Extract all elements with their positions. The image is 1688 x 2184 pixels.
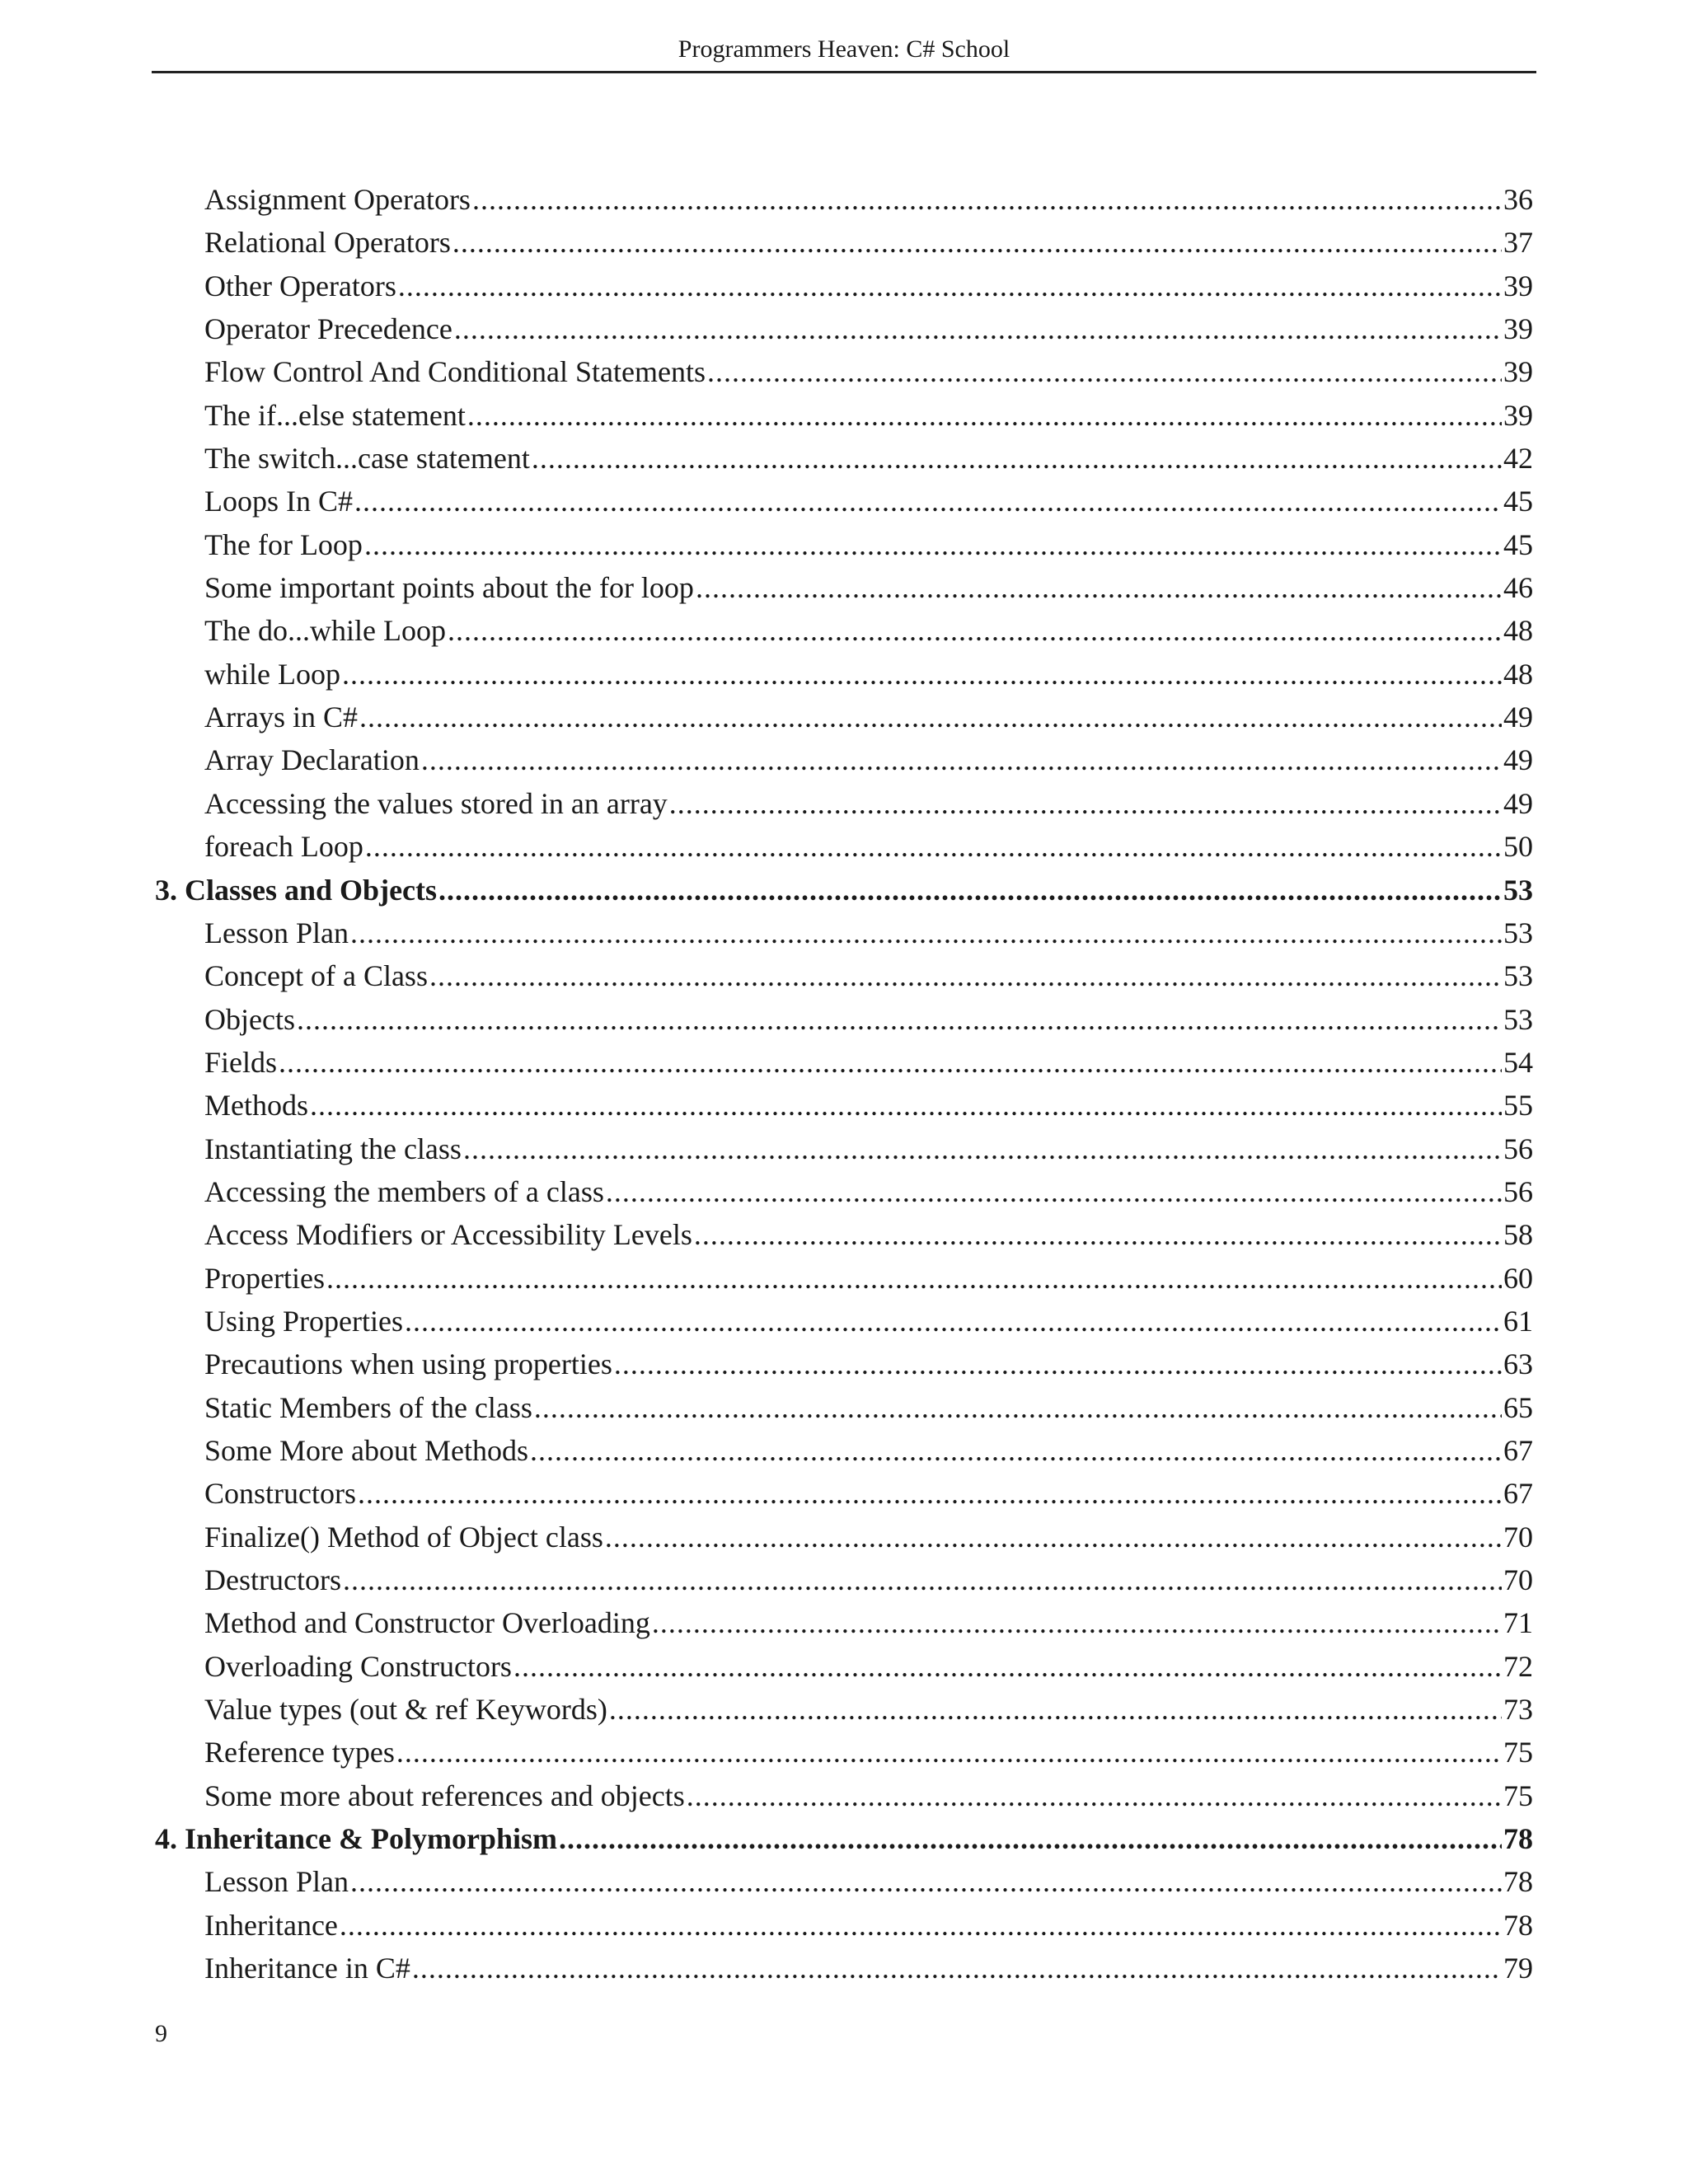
toc-section-entry[interactable] [155, 609, 1533, 652]
toc-entry-page: 78 [1503, 1908, 1533, 1942]
toc-section-entry[interactable] [155, 1904, 1533, 1947]
toc-entry-page: 70 [1503, 1520, 1533, 1554]
toc-entry-title: The if...else statement [204, 398, 466, 432]
toc-section-entry[interactable] [155, 1516, 1533, 1558]
toc-entry-page: 54 [1503, 1045, 1533, 1079]
toc-entry-title: Reference types [204, 1736, 395, 1769]
running-header [152, 33, 1536, 73]
toc-entry-title: Using Properties [204, 1304, 403, 1338]
toc-section-entry[interactable] [155, 912, 1533, 954]
toc-entry-title: Accessing the members of a class [204, 1174, 604, 1208]
toc-entry-page: 75 [1503, 1736, 1533, 1769]
toc-entry-page: 58 [1503, 1218, 1533, 1252]
toc-dot-leader [421, 738, 1502, 781]
toc-section-entry[interactable] [155, 696, 1533, 738]
toc-entry-page: 61 [1503, 1304, 1533, 1338]
toc-section-entry[interactable] [155, 1645, 1533, 1688]
toc-section-entry[interactable] [155, 1386, 1533, 1429]
toc-entry-page: 45 [1503, 485, 1533, 518]
toc-entry-title: Properties [204, 1261, 325, 1295]
toc-entry-page: 37 [1503, 226, 1533, 260]
toc-entry-title: Precautions when using properties [204, 1347, 612, 1381]
toc-entry-title: Some important points about the for loop [204, 571, 694, 605]
toc-section-entry[interactable] [155, 1084, 1533, 1127]
toc-entry-page: 45 [1503, 527, 1533, 561]
toc-entry-title: Some More about Methods [204, 1433, 528, 1467]
toc-entry-page: 49 [1503, 786, 1533, 820]
toc-entry-title: Methods [204, 1089, 308, 1122]
toc-dot-leader [354, 480, 1502, 523]
toc-section-entry[interactable] [155, 1257, 1533, 1300]
toc-entry-title: Operator Precedence [204, 312, 452, 346]
toc-dot-leader [438, 869, 1502, 912]
toc-entry-page: 42 [1503, 442, 1533, 476]
toc-entry-page: 36 [1503, 183, 1533, 216]
toc-dot-leader [365, 825, 1502, 868]
toc-section-entry[interactable] [155, 1558, 1533, 1601]
toc-dot-leader [534, 1386, 1502, 1429]
toc-entry-page: 53 [1503, 873, 1533, 907]
toc-entry-page: 50 [1503, 830, 1533, 864]
toc-section-entry[interactable] [155, 566, 1533, 609]
toc-section-entry[interactable] [155, 1429, 1533, 1472]
toc-section-entry[interactable] [155, 480, 1533, 523]
toc-dot-leader [343, 1558, 1502, 1601]
toc-section-entry[interactable] [155, 1170, 1533, 1213]
document-title: Programmers Heaven: C# School [678, 35, 1010, 63]
toc-section-entry[interactable] [155, 1127, 1533, 1170]
toc-entry-page: 48 [1503, 614, 1533, 648]
toc-section-entry[interactable] [155, 1860, 1533, 1903]
toc-entry-page: 39 [1503, 355, 1533, 389]
toc-section-entry[interactable] [155, 825, 1533, 868]
toc-entry-page: 79 [1503, 1952, 1533, 1985]
toc-dot-leader [652, 1601, 1502, 1644]
toc-section-entry[interactable] [155, 265, 1533, 307]
toc-section-entry[interactable] [155, 1774, 1533, 1817]
toc-dot-leader [606, 1170, 1502, 1213]
page-number: 9 [155, 2020, 167, 2047]
toc-entry-title: 4. Inheritance & Polymorphism [155, 1822, 557, 1856]
toc-entry-title: Arrays in C# [204, 701, 358, 734]
toc-entry-title: Destructors [204, 1563, 341, 1596]
toc-dot-leader [405, 1300, 1502, 1343]
toc-entry-title: while Loop [204, 657, 340, 691]
toc-dot-leader [310, 1084, 1502, 1127]
toc-dot-leader [297, 998, 1502, 1041]
toc-entry-title: Finalize() Method of Object class [204, 1520, 603, 1554]
toc-entry-page: 49 [1503, 743, 1533, 777]
toc-dot-leader [467, 394, 1502, 437]
toc-entry-page: 48 [1503, 657, 1533, 691]
toc-section-entry[interactable] [155, 1947, 1533, 1990]
toc-entry-title: Fields [204, 1045, 278, 1079]
toc-dot-leader [350, 1860, 1502, 1903]
toc-section-entry[interactable] [155, 394, 1533, 437]
toc-entry-title: Array Declaration [204, 743, 420, 777]
toc-dot-leader [340, 1904, 1502, 1947]
toc-entry-page: 56 [1503, 1174, 1533, 1208]
toc-section-entry[interactable] [155, 437, 1533, 480]
toc-entry-title: Loops In C# [204, 485, 353, 518]
toc-dot-leader [358, 1472, 1502, 1515]
toc-entry-title: Method and Constructor Overloading [204, 1606, 650, 1640]
toc-entry-title: Assignment Operators [204, 183, 471, 216]
toc-entry-title: Inheritance in C# [204, 1952, 410, 1985]
toc-entry-page: 72 [1503, 1649, 1533, 1683]
toc-entry-title: foreach Loop [204, 830, 363, 864]
toc-section-entry[interactable] [155, 782, 1533, 825]
toc-entry-title: Constructors [204, 1477, 356, 1511]
toc-section-entry[interactable] [155, 954, 1533, 997]
toc-section-entry[interactable] [155, 1688, 1533, 1731]
toc-entry-title: The switch...case statement [204, 442, 530, 476]
toc-entry-title: Lesson Plan [204, 916, 349, 949]
toc-entry-title: Objects [204, 1002, 295, 1036]
toc-dot-leader [609, 1688, 1502, 1731]
toc-entry-title: Instantiating the class [204, 1132, 462, 1165]
toc-entry-title: Static Members of the class [204, 1390, 532, 1424]
toc-dot-leader [326, 1257, 1502, 1300]
toc-entry-title: Access Modifiers or Accessibility Levels [204, 1218, 692, 1252]
toc-dot-leader [696, 566, 1502, 609]
toc-dot-leader [454, 307, 1502, 350]
toc-entry-title: Accessing the values stored in an array [204, 786, 668, 820]
toc-section-entry[interactable] [155, 350, 1533, 393]
toc-entry-title: Overloading Constructors [204, 1649, 512, 1683]
toc-dot-leader [448, 609, 1502, 652]
toc-section-entry[interactable] [155, 1601, 1533, 1644]
toc-entry-page: 73 [1503, 1693, 1533, 1727]
toc-entry-page: 39 [1503, 398, 1533, 432]
toc-dot-leader [350, 912, 1502, 954]
toc-entry-title: Value types (out & ref Keywords) [204, 1693, 607, 1727]
toc-dot-leader [532, 437, 1502, 480]
toc-dot-leader [429, 954, 1502, 997]
toc-entry-page: 46 [1503, 571, 1533, 605]
toc-entry-page: 39 [1503, 269, 1533, 302]
toc-section-entry[interactable] [155, 307, 1533, 350]
toc-dot-leader [530, 1429, 1502, 1472]
toc-entry-page: 75 [1503, 1779, 1533, 1812]
toc-section-entry[interactable] [155, 738, 1533, 781]
table-of-contents [155, 178, 1533, 1990]
toc-entry-title: Lesson Plan [204, 1865, 349, 1899]
toc-dot-leader [463, 1127, 1502, 1170]
toc-dot-leader [513, 1645, 1502, 1688]
toc-entry-page: 56 [1503, 1132, 1533, 1165]
toc-dot-leader [559, 1817, 1502, 1860]
toc-dot-leader [279, 1041, 1502, 1084]
toc-dot-leader [396, 1731, 1502, 1774]
toc-entry-page: 53 [1503, 1002, 1533, 1036]
toc-entry-page: 67 [1503, 1433, 1533, 1467]
toc-entry-title: Relational Operators [204, 226, 451, 260]
toc-section-entry[interactable] [155, 1731, 1533, 1774]
toc-entry-page: 67 [1503, 1477, 1533, 1511]
toc-entry-page: 53 [1503, 916, 1533, 949]
toc-entry-title: Other Operators [204, 269, 396, 302]
toc-section-entry[interactable] [155, 998, 1533, 1041]
toc-entry-page: 39 [1503, 312, 1533, 346]
toc-dot-leader [694, 1213, 1502, 1256]
toc-section-entry[interactable] [155, 1213, 1533, 1256]
toc-entry-title: Flow Control And Conditional Statements [204, 355, 706, 389]
toc-dot-leader [707, 350, 1502, 393]
toc-dot-leader [669, 782, 1502, 825]
toc-dot-leader [398, 265, 1502, 307]
toc-entry-page: 70 [1503, 1563, 1533, 1596]
toc-entry-title: Some more about references and objects [204, 1779, 685, 1812]
toc-entry-page: 71 [1503, 1606, 1533, 1640]
toc-dot-leader [614, 1343, 1502, 1385]
toc-dot-leader [605, 1516, 1502, 1558]
toc-entry-page: 63 [1503, 1347, 1533, 1381]
toc-entry-title: The for Loop [204, 527, 363, 561]
toc-entry-page: 78 [1503, 1822, 1533, 1856]
toc-entry-page: 65 [1503, 1390, 1533, 1424]
toc-section-entry[interactable] [155, 178, 1533, 221]
toc-dot-leader [359, 696, 1502, 738]
toc-dot-leader [452, 221, 1502, 264]
toc-dot-leader [687, 1774, 1502, 1817]
toc-dot-leader [342, 653, 1502, 696]
toc-chapter-entry[interactable] [155, 1817, 1533, 1860]
toc-chapter-entry[interactable] [155, 869, 1533, 912]
toc-section-entry[interactable] [155, 1041, 1533, 1084]
toc-section-entry[interactable] [155, 1300, 1533, 1343]
toc-section-entry[interactable] [155, 653, 1533, 696]
toc-entry-title: Concept of a Class [204, 959, 428, 993]
toc-entry-page: 60 [1503, 1261, 1533, 1295]
toc-entry-title: Inheritance [204, 1908, 338, 1942]
toc-entry-page: 49 [1503, 701, 1533, 734]
toc-section-entry[interactable] [155, 221, 1533, 264]
toc-entry-page: 55 [1503, 1089, 1533, 1122]
toc-section-entry[interactable] [155, 523, 1533, 566]
toc-section-entry[interactable] [155, 1343, 1533, 1385]
toc-entry-page: 78 [1503, 1865, 1533, 1899]
toc-entry-title: The do...while Loop [204, 614, 446, 648]
toc-dot-leader [364, 523, 1502, 566]
toc-section-entry[interactable] [155, 1472, 1533, 1515]
toc-dot-leader [472, 178, 1502, 221]
toc-entry-title: 3. Classes and Objects [155, 873, 438, 907]
toc-dot-leader [412, 1947, 1502, 1990]
toc-entry-page: 53 [1503, 959, 1533, 993]
